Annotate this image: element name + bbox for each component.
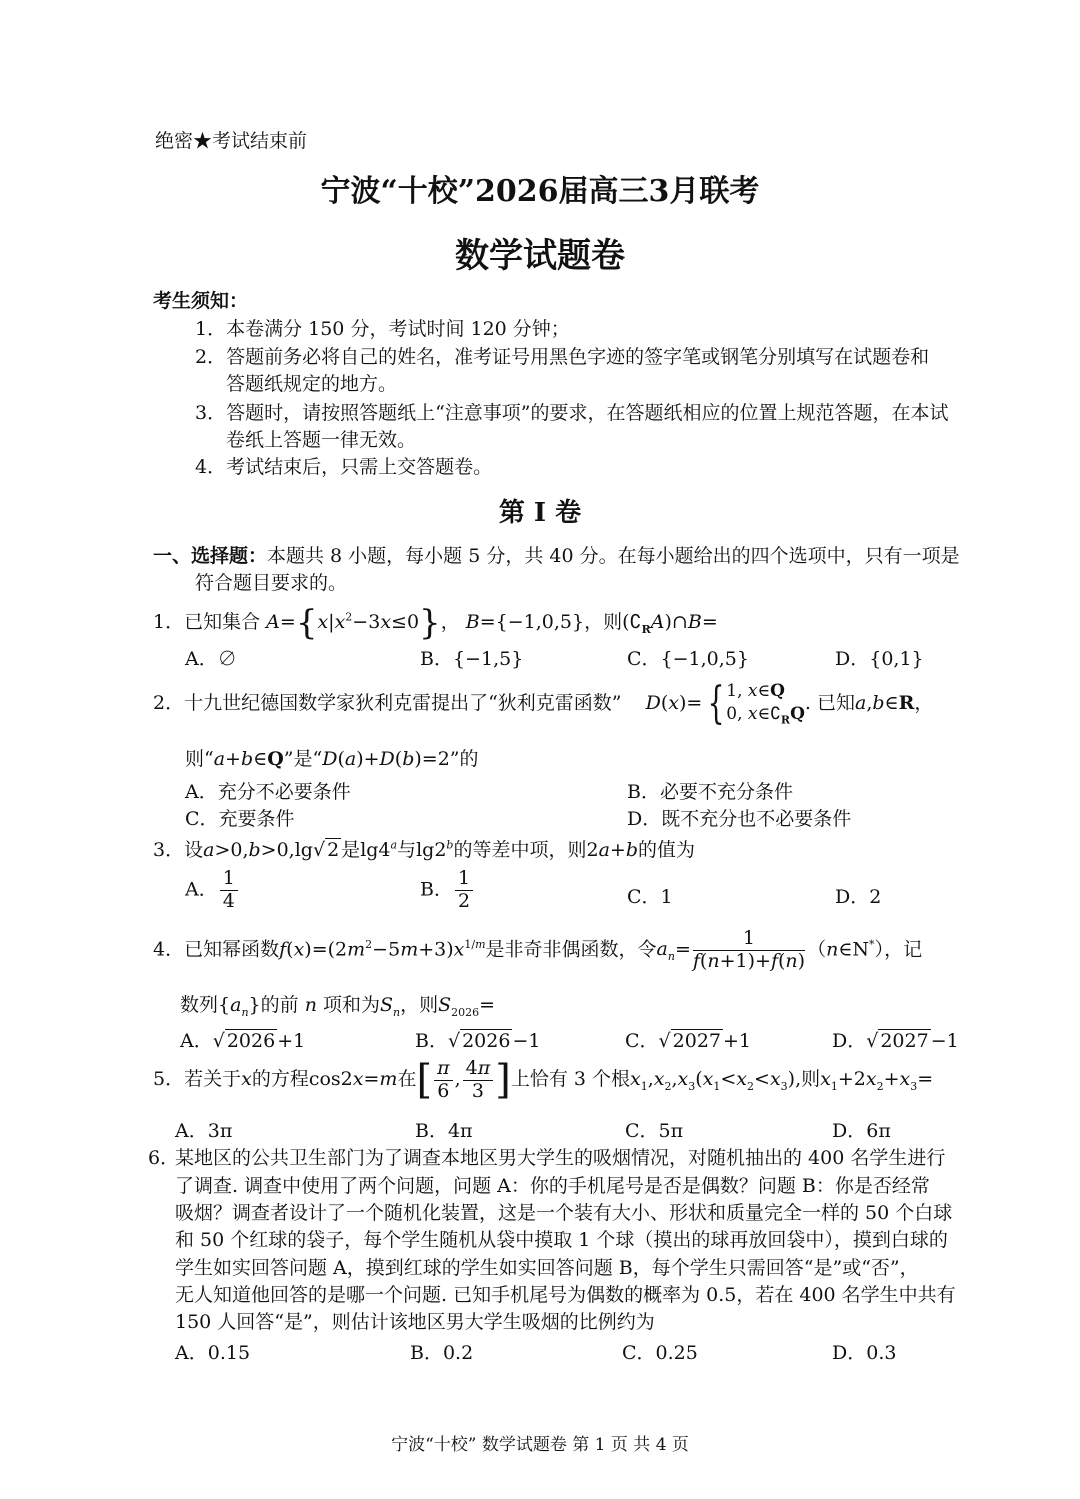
q4-option-b: B．√ 2026 −1 xyxy=(415,1030,541,1052)
q1-option-c: C．{−1,0,5} xyxy=(627,648,749,670)
question-6-line: 了调查. 调查中使用了两个问题，问题 A：你的手机尾号是否是偶数？问题 B：你是否经常 xyxy=(175,1175,930,1197)
notice-item: 1．本卷满分 150 分，考试时间 120 分钟； xyxy=(195,318,570,340)
notice-item: 3．答题时，请按照答题纸上“注意事项”的要求，在答题纸相应的位置上规范答题，在本试 xyxy=(195,402,949,424)
q5-option-a: A．3π xyxy=(175,1120,233,1142)
q4-option-d: D．√ 2027 −1 xyxy=(832,1030,959,1052)
question-6-line: 和 50 个红球的袋子，每个学生随机从袋中摸取 1 个球（摸出的球再放回袋中），摸到白球的 xyxy=(175,1229,948,1251)
q4-option-a: A．√ 2026 +1 xyxy=(180,1030,306,1052)
notice-item: 4．考试结束后，只需上交答题卷。 xyxy=(195,456,493,478)
q5-option-d: D．6π xyxy=(832,1120,891,1142)
q2-option-d: D．既不充分也不必要条件 xyxy=(627,808,852,830)
question-3: 3．设a>0,b>0,lg√ 2 是lg4$^a$与lg2$^b$的等差中项，则2a+b的值为 xyxy=(153,838,696,861)
question-6-line: 学生如实回答问题 A，摸到红球的学生如实回答问题 B，每个学生只需回答“是”或“否”， xyxy=(175,1257,919,1279)
section-header-cont: 符合题目要求的。 xyxy=(195,572,348,594)
q4-option-c: C．√ 2027 +1 xyxy=(625,1030,752,1052)
q1-option-a: A．∅ xyxy=(185,648,237,670)
question-6-line: 无人知道他回答的是哪一个问题. 已知手机尾号为偶数的概率为 0.5，若在 400 名学生中共有 xyxy=(175,1284,956,1306)
q3-option-b: B． $\frac{1}{2}$ xyxy=(420,868,475,913)
q3-option-a: A． $\frac{1}{4}$ xyxy=(185,868,240,913)
question-2: 2．十九世纪德国数学家狄利克雷提出了“狄利克雷函数” D(x)= { 1, x∈Q 0, $x\in∁_RQ$ . 已知a,b∈R， xyxy=(153,678,934,730)
page-footer: 宁波“十校” 数学试题卷 第 1 页 共 4 页 xyxy=(391,1435,689,1455)
q3-option-c: C．1 xyxy=(627,886,673,908)
q1-option-d: D．{0,1} xyxy=(835,648,924,670)
q6-option-b: B．0.2 xyxy=(410,1342,474,1364)
question-6-line: 某地区的公共卫生部门为了调查本地区男大学生的吸烟情况，对随机抽出的 400 名学生进行 xyxy=(175,1147,946,1169)
question-4: 4．已知幂函数$f(x)=(2m^2-5m+3)x^{1/m}$是非奇非偶函数，令$a_n=$ $\frac{1}{f(n+1)+f(n)}$ （n∈N*），记 xyxy=(153,927,923,972)
question-6-line: 吸烟？调查者设计了一个随机化装置，这是一个装有大小、形状和质量完全一样的 50 个白球 xyxy=(175,1202,953,1224)
q6-option-d: D．0.3 xyxy=(832,1342,897,1364)
q6-option-c: C．0.25 xyxy=(622,1342,698,1364)
q2-option-c: C．充要条件 xyxy=(185,808,295,830)
question-6-num: 6． xyxy=(148,1147,180,1169)
question-4-cont: 数列$\{a_n\}$的前 n 项和为$S_n$，则$S_{2026}=$ xyxy=(180,994,496,1019)
q3-option-d: D．2 xyxy=(835,886,882,908)
notice-item-cont: 答题纸规定的地方。 xyxy=(226,373,398,395)
question-5: 5．若关于x的方程cos2x=m在[ $\frac{\pi}{6}$ , $\frac{4\pi}{3}$ ]上恰有 3 个根$x_1,x_2,x_3(x_1<x_2<x_3)$,则$x_1+2x_2+x_3=$ xyxy=(153,1056,934,1103)
question-6-line: 150 人回答“是”，则估计该地区男大学生吸烟的比例约为 xyxy=(175,1311,655,1333)
question-2-cont: 则“a+b∈Q”是“D(a)+D(b)=2”的 xyxy=(185,748,479,770)
section-header: 一、选择题：本题共 8 小题，每小题 5 分，共 40 分。在每小题给出的四个选项中，只有一项是 xyxy=(153,545,960,567)
q2-option-a: A．充分不必要条件 xyxy=(185,781,351,803)
notice-item-cont: 卷纸上答题一律无效。 xyxy=(226,429,417,451)
notice-heading: 考生须知： xyxy=(153,290,249,312)
exam-subtitle: 数学试题卷 xyxy=(455,236,625,276)
exam-title: 宁波“十校”2026届高三3月联考 xyxy=(320,174,760,209)
q1-option-b: B．{−1,5} xyxy=(420,648,524,670)
question-1: 1．已知集合 $A=\{x|x^2-3x\le 0\}$， B={−1,0,5}，则$(∁_RA)\cap B=$ xyxy=(153,603,718,643)
secret-mark: 绝密★考试结束前 xyxy=(155,130,308,152)
notice-item: 2．答题前务必将自己的姓名，准考证号用黑色字迹的签字笔或钢笔分别填写在试题卷和 xyxy=(195,346,930,368)
q6-option-a: A．0.15 xyxy=(175,1342,251,1364)
q5-option-c: C．5π xyxy=(625,1120,684,1142)
q2-option-b: B．必要不充分条件 xyxy=(627,781,793,803)
part-title: 第 I 卷 xyxy=(498,498,582,528)
q5-option-b: B．4π xyxy=(415,1120,473,1142)
